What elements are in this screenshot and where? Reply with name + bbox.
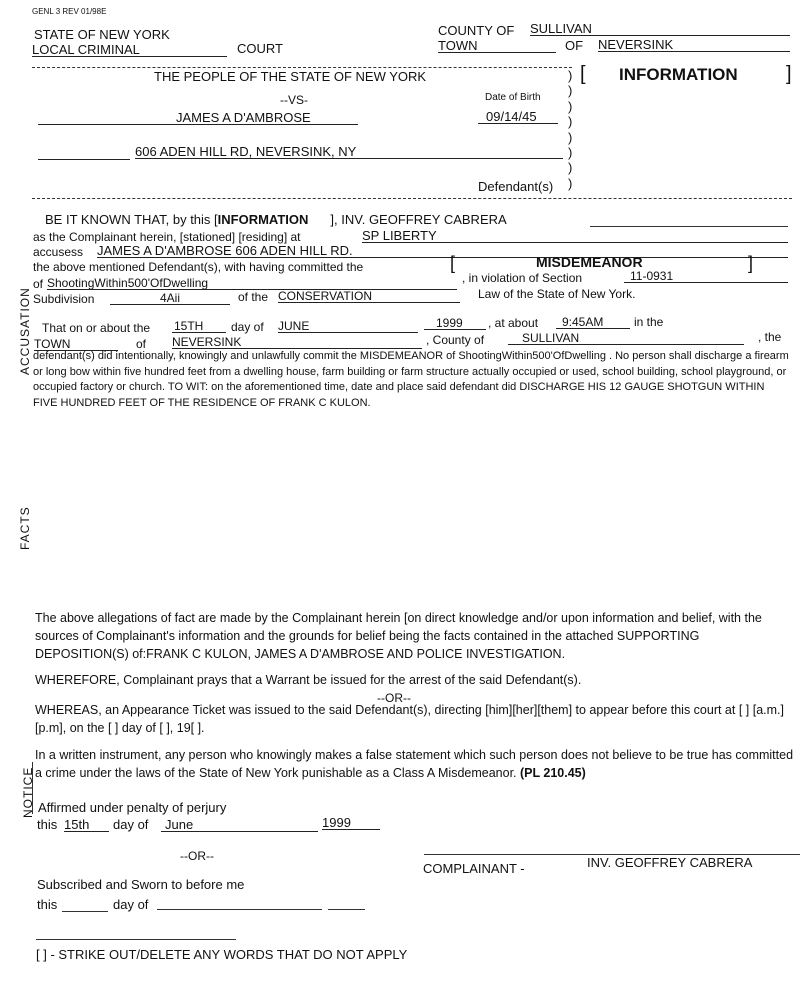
offense-class: MISDEMEANOR xyxy=(536,254,643,270)
sworn-year-blank xyxy=(328,909,365,910)
facts-day: 15TH xyxy=(172,320,226,333)
affirm-day: 15th xyxy=(64,818,109,832)
facts-day-of: day of xyxy=(231,320,264,334)
facts-year: 1999 xyxy=(424,317,486,330)
line1-rule xyxy=(590,226,788,227)
vs-label: --VS- xyxy=(280,93,308,107)
dob-value: 09/14/45 xyxy=(478,110,558,124)
court-type: LOCAL CRIMINAL xyxy=(32,43,227,57)
facts-in-the: in the xyxy=(634,315,664,329)
or-label-1: --OR-- xyxy=(377,691,411,705)
people-caption: THE PEOPLE OF THE STATE OF NEW YORK xyxy=(154,69,427,84)
complainant-label: COMPLAINANT - xyxy=(423,861,525,876)
allegations: The above allegations of fact are made by the Complainant herein [on direct knowledge and/or upon information and belief, with the sources of Complainant's information and the grounds for belief being the facts contained in the attached SUPPORTING DEPOSITION(S) of:FRANK C KULON, JAMES A D'AMBROSE AND POLICE INVESTIGATION. xyxy=(35,611,762,661)
violation-label: , in violation of Section xyxy=(462,271,583,285)
county-label: COUNTY OF xyxy=(438,23,515,38)
accusation-line1: BE IT KNOWN THAT, by this [INFORMATION ], INV. GEOFFREY CABRERA xyxy=(45,212,507,227)
section: 11-0931 xyxy=(624,270,788,283)
accusation-line2: as the Complainant herein, [stationed] [residing] at xyxy=(33,230,301,244)
station: SP LIBERTY xyxy=(362,229,788,243)
facts-at-about: , at about xyxy=(488,316,539,330)
footer-note: [ ] - STRIKE OUT/DELETE ANY WORDS THAT DO NOT APPLY xyxy=(36,947,408,962)
facts-of: of xyxy=(136,337,147,351)
facts-muni: NEVERSINK xyxy=(172,336,422,349)
caption-bracket: ) ) ) ) ) ) ) ) xyxy=(568,68,573,191)
footer-rule xyxy=(36,939,236,940)
notice-side-label: NOTICE xyxy=(21,766,35,818)
defendant-name: JAMES A D'AMBROSE xyxy=(38,111,358,125)
facts-county: SULLIVAN xyxy=(508,332,744,345)
facts-the: , the xyxy=(758,330,782,344)
sworn-month-blank xyxy=(157,909,322,910)
town-label: TOWN xyxy=(438,39,556,53)
doc-type-bracket-right: ] xyxy=(786,63,792,85)
affirm-day-of: day of xyxy=(113,817,149,832)
sworn-day-of: day of xyxy=(113,897,149,912)
offense-class-bracket-left: [ xyxy=(450,253,456,273)
form-id: GENL 3 REV 01/98E xyxy=(32,7,107,16)
defendant-address: 606 ADEN HILL RD, NEVERSINK, NY xyxy=(135,145,563,159)
law: CONSERVATION xyxy=(278,290,460,303)
facts-narrative: defendant(s) did intentionally, knowingly and unlawfully commit the MISDEMEANOR of ShootingWithin500'OfDwelling . No person shall discharge a firearm or long bow within five hundred feet from a dwelling house, farm building or farm structure actually occupied or used, school building, school playground, or occupied factory or church. TO WIT: on the aforementioned time, date and place said defendant did DISCHARGE HIS 12 GAUGE SHOTGUN WITHIN FIVE HUNDRED FEET OF THE RESIDENCE OF FRANK C KULON. xyxy=(33,350,789,409)
of-label: OF xyxy=(565,38,584,53)
or-label-2: --OR-- xyxy=(180,849,214,863)
sworn-day-blank xyxy=(62,911,108,912)
affirmed-label: Affirmed under penalty of perjury xyxy=(38,800,227,815)
facts-muni-type: TOWN xyxy=(34,338,118,351)
accusation-side-label: ACCUSATION xyxy=(18,287,32,375)
facts-on-about: That on or about the xyxy=(42,321,151,335)
state-label: STATE OF NEW YORK xyxy=(34,27,170,42)
of-label: of xyxy=(33,277,44,291)
header-divider xyxy=(32,67,572,68)
defendant-label: Defendant(s) xyxy=(478,179,554,194)
affirm-month: June xyxy=(161,818,318,832)
facts-county-of: , County of xyxy=(426,333,485,347)
affirm-year: 1999 xyxy=(322,816,380,830)
county-value: SULLIVAN xyxy=(530,22,790,36)
dob-label: Date of Birth xyxy=(485,92,541,103)
subdivision: 4Aii xyxy=(110,292,230,305)
wherefore: WHEREFORE, Complainant prays that a Warrant be issued for the arrest of the said Defendant(s). xyxy=(35,673,582,687)
caption-divider xyxy=(32,198,792,199)
law-suffix: Law of the State of New York. xyxy=(478,287,636,301)
notice-text: In a written instrument, any person who knowingly makes a false statement which such person does not believe to be true has committed a crime under the laws of the State of New York punishable as a Class A Misdemeanor. (PL 210.45) xyxy=(35,748,794,780)
address-blank xyxy=(38,146,130,160)
sworn-this: this xyxy=(37,897,58,912)
complainant-name: INV. GEOFFREY CABRERA xyxy=(587,855,753,870)
sworn-label: Subscribed and Sworn to before me xyxy=(37,877,245,892)
notice-rule xyxy=(32,762,33,814)
town-value: NEVERSINK xyxy=(598,38,790,52)
offense-class-bracket-right: ] xyxy=(748,253,754,273)
doc-type: INFORMATION xyxy=(619,65,738,84)
subdivision-label: Subdivision xyxy=(33,292,95,306)
accuses-label: accusess xyxy=(33,245,84,259)
facts-side-label: FACTS xyxy=(18,506,32,550)
offense: ShootingWithin500'OfDwelling xyxy=(47,277,457,290)
doc-type-bracket-left: [ xyxy=(580,63,586,85)
accused: JAMES A D'AMBROSE 606 ADEN HILL RD. xyxy=(97,244,788,258)
court-label: COURT xyxy=(237,41,283,56)
whereas: WHEREAS, an Appearance Ticket was issued to the said Defendant(s), directing [him][her][them] to appear before this court at [ ] [a.m.][p.m], on the [ ] day of [ ], 19[ ]. xyxy=(35,703,784,735)
affirm-this: this xyxy=(37,817,58,832)
of-the-label: of the xyxy=(238,290,269,304)
accusation-line4: the above mentioned Defendant(s), with having committed the xyxy=(33,260,364,274)
facts-month: JUNE xyxy=(278,320,418,333)
facts-time: 9:45AM xyxy=(556,316,630,329)
